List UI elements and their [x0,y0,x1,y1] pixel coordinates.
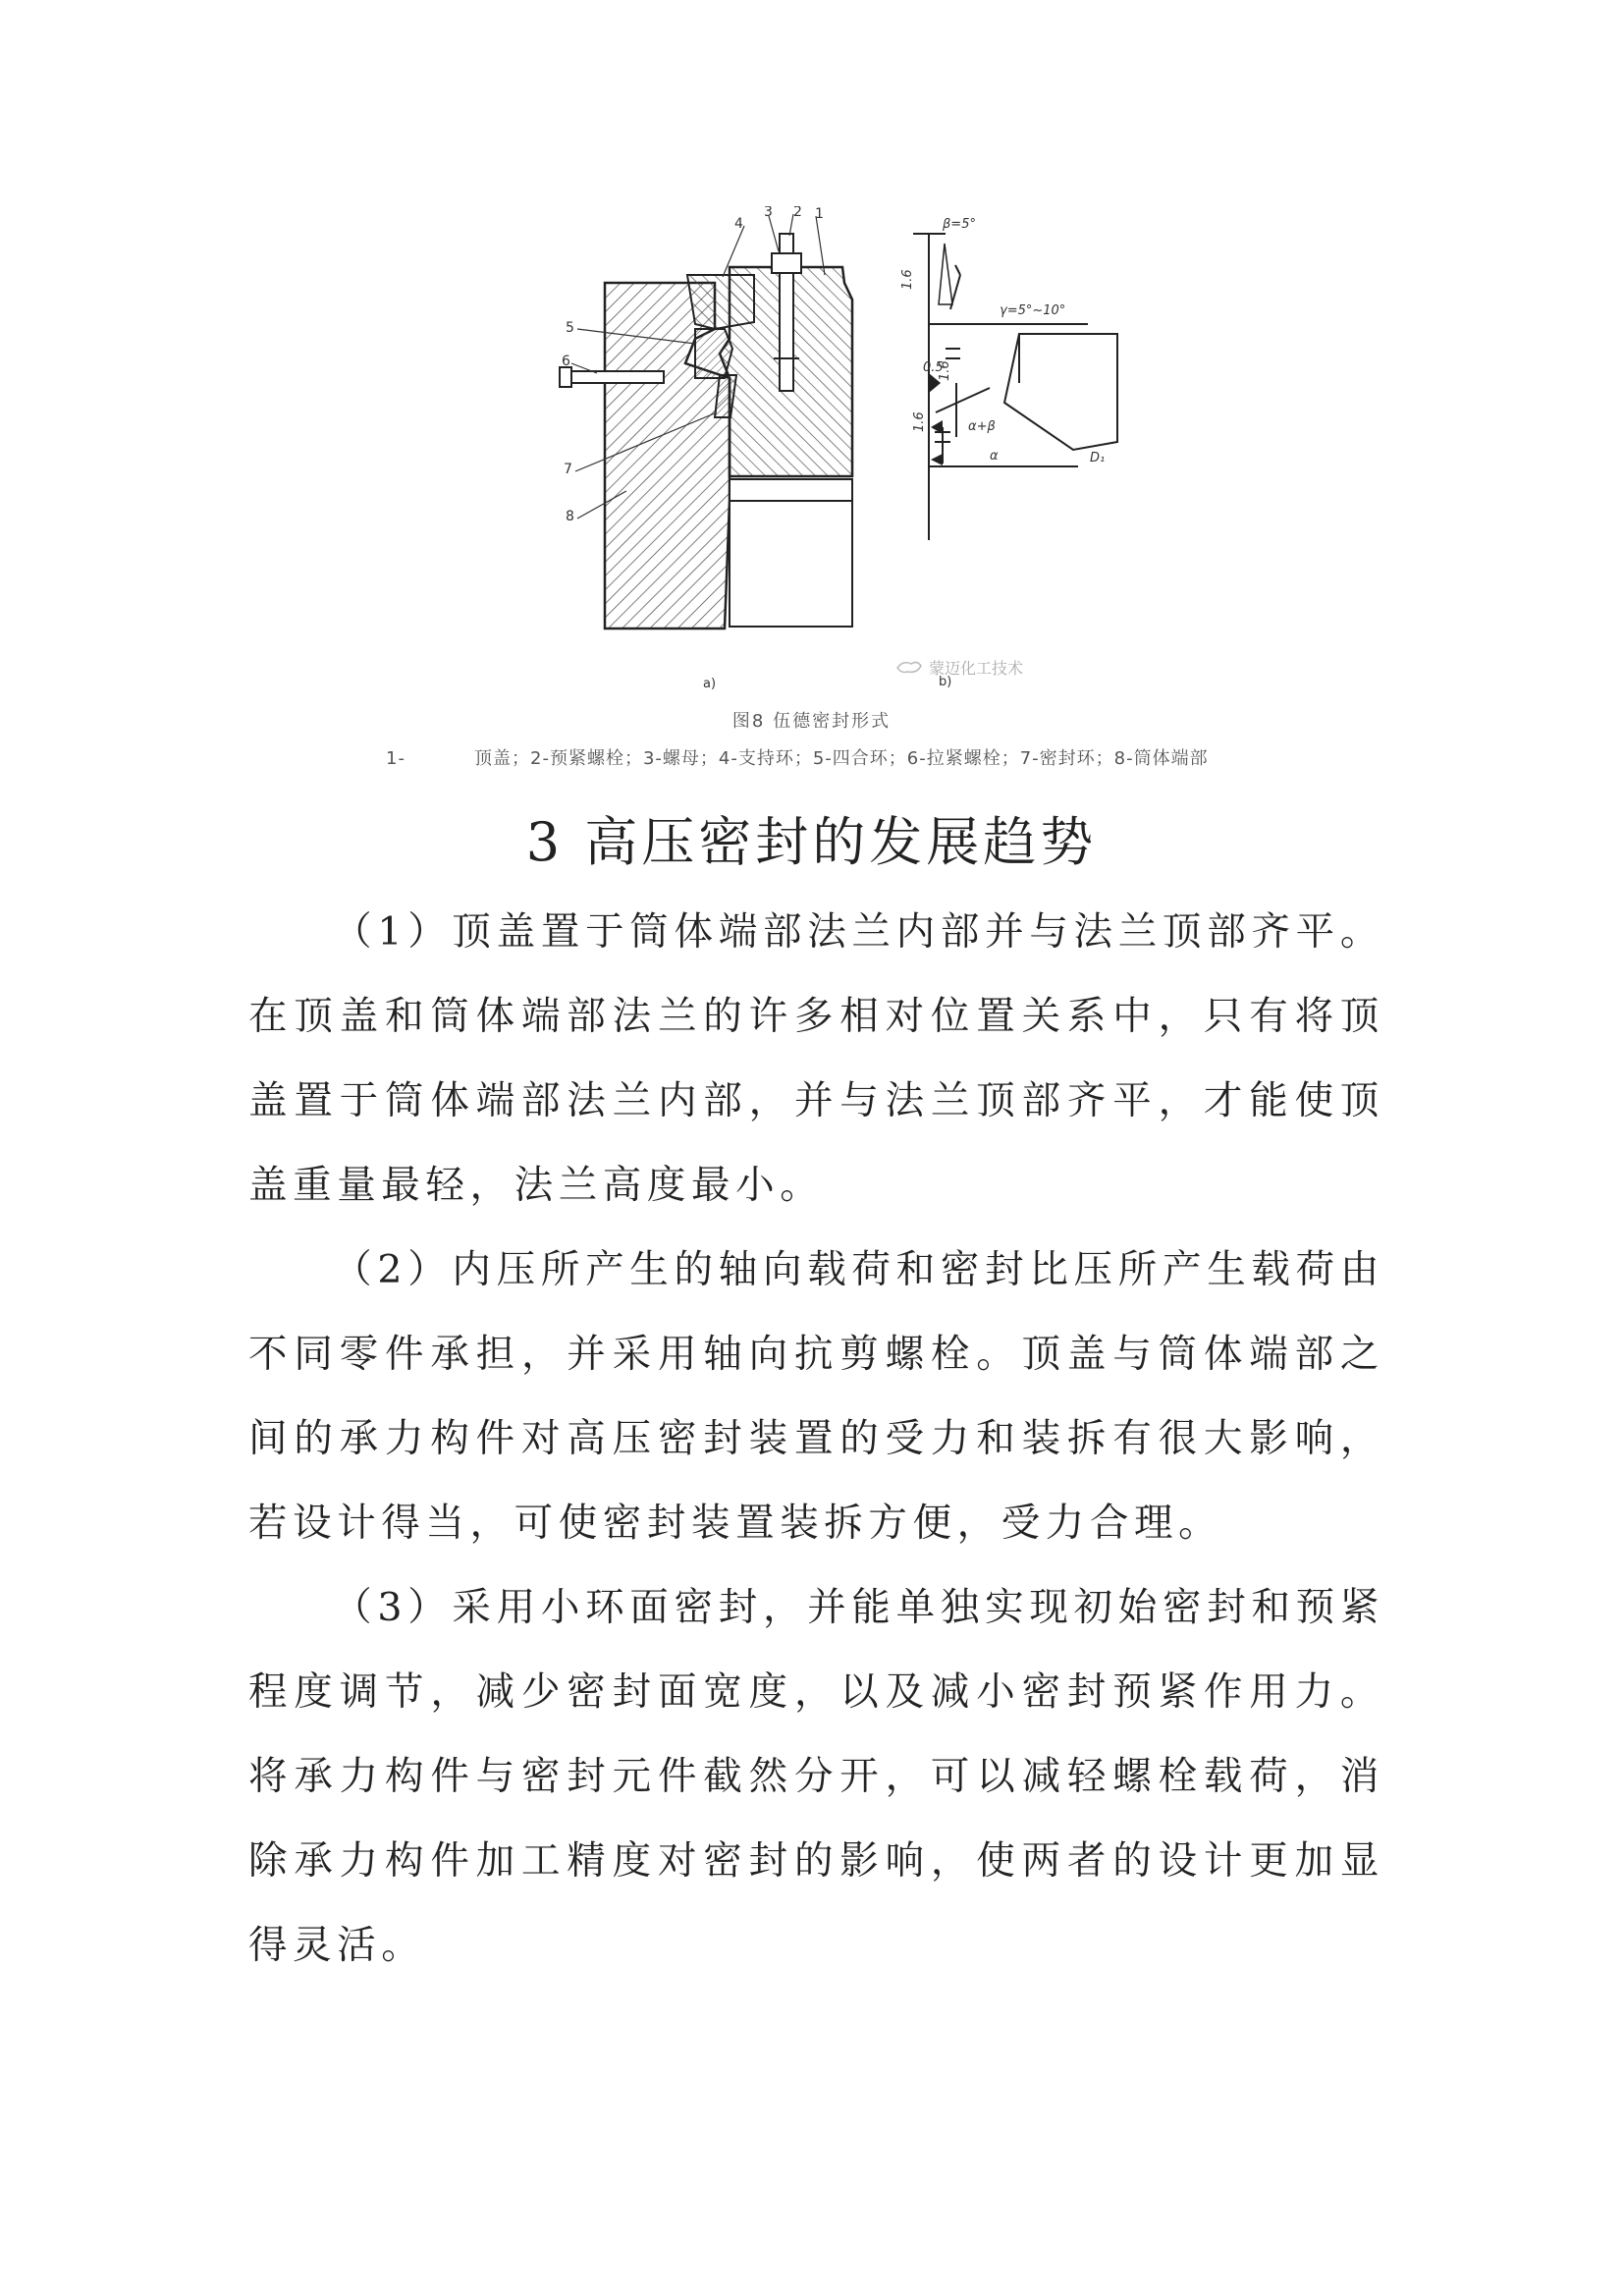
diameter-label: D₁ [1090,451,1106,465]
nut-shape [772,253,801,273]
legend-text: 顶盖；2-预紧螺栓；3-螺母；4-支持环；5-四合环；6-拉紧螺栓；7-密封环；8-筒体端部 [474,748,1209,769]
panel-b-label: b) [939,675,952,689]
paragraph: （2）内压所产生的轴向载荷和密封比压所产生载荷由不同零件承担，并采用轴向抗剪螺栓。顶盖与筒体端部之间的承力构件对高压密封装置的受力和装拆有很大影响，若设计得当，可使密封装置装拆方便，受力合理。 [248,1247,1384,1546]
seal-diagram-figure [558,206,1206,697]
panel-a-label: a) [703,677,717,691]
seal-detail-drawing [913,234,1117,540]
support-ring-shape [687,275,754,329]
legend-number: 1- [386,748,406,769]
part-number-label: 8 [566,509,574,524]
paragraph: （1）顶盖置于筒体端部法兰内部并与法兰顶部齐平。在顶盖和筒体端部法兰的许多相对位置关系中，只有将顶盖置于筒体端部法兰内部，并与法兰顶部齐平，才能使顶盖重量最轻，法兰高度最小。 [248,909,1384,1208]
alpha-angle-label: α [990,449,999,464]
watermark [897,659,1023,678]
roughness-label: 1.6 [938,360,952,381]
body-text [248,890,1384,1988]
part-number-label: 3 [764,206,773,220]
angle-sum-label: α+β [968,419,996,434]
tension-bolt-shape [566,371,664,383]
figure-legend [386,744,1348,770]
split-ring-shape [695,329,732,378]
part-number-label: 6 [562,354,570,369]
part-number-label: 4 [734,216,743,232]
figure-caption: 图8 伍德密封形式 [731,711,892,732]
part-number-label: 1 [815,206,824,222]
dimension-label: 0.5 [923,360,944,375]
seal-diagram-svg [558,206,1206,697]
paragraph: （3）采用小环面密封，并能单独实现初始密封和预紧程度调节，减少密封面宽度，以及减小密封预紧作用力。将承力构件与密封元件截然分开，可以减轻螺栓载荷，消除承力构件加工精度对密封的影响，使两者的设计更加显得灵活。 [248,1585,1384,1968]
gamma-angle-label: γ=5°~10° [1000,303,1066,318]
roughness-label: 1.6 [912,411,927,432]
part-number-label: 5 [566,320,574,336]
beta-angle-label: β=5° [943,217,976,232]
wechat-icon [897,662,921,672]
watermark-text: 蒙迈化工技术 [929,659,1024,678]
part-number-label: 7 [564,462,572,477]
roughness-label: 1.6 [900,269,915,290]
part-number-label: 2 [793,206,802,220]
section-heading: 3 高压密封的发展趋势 [525,811,1098,873]
